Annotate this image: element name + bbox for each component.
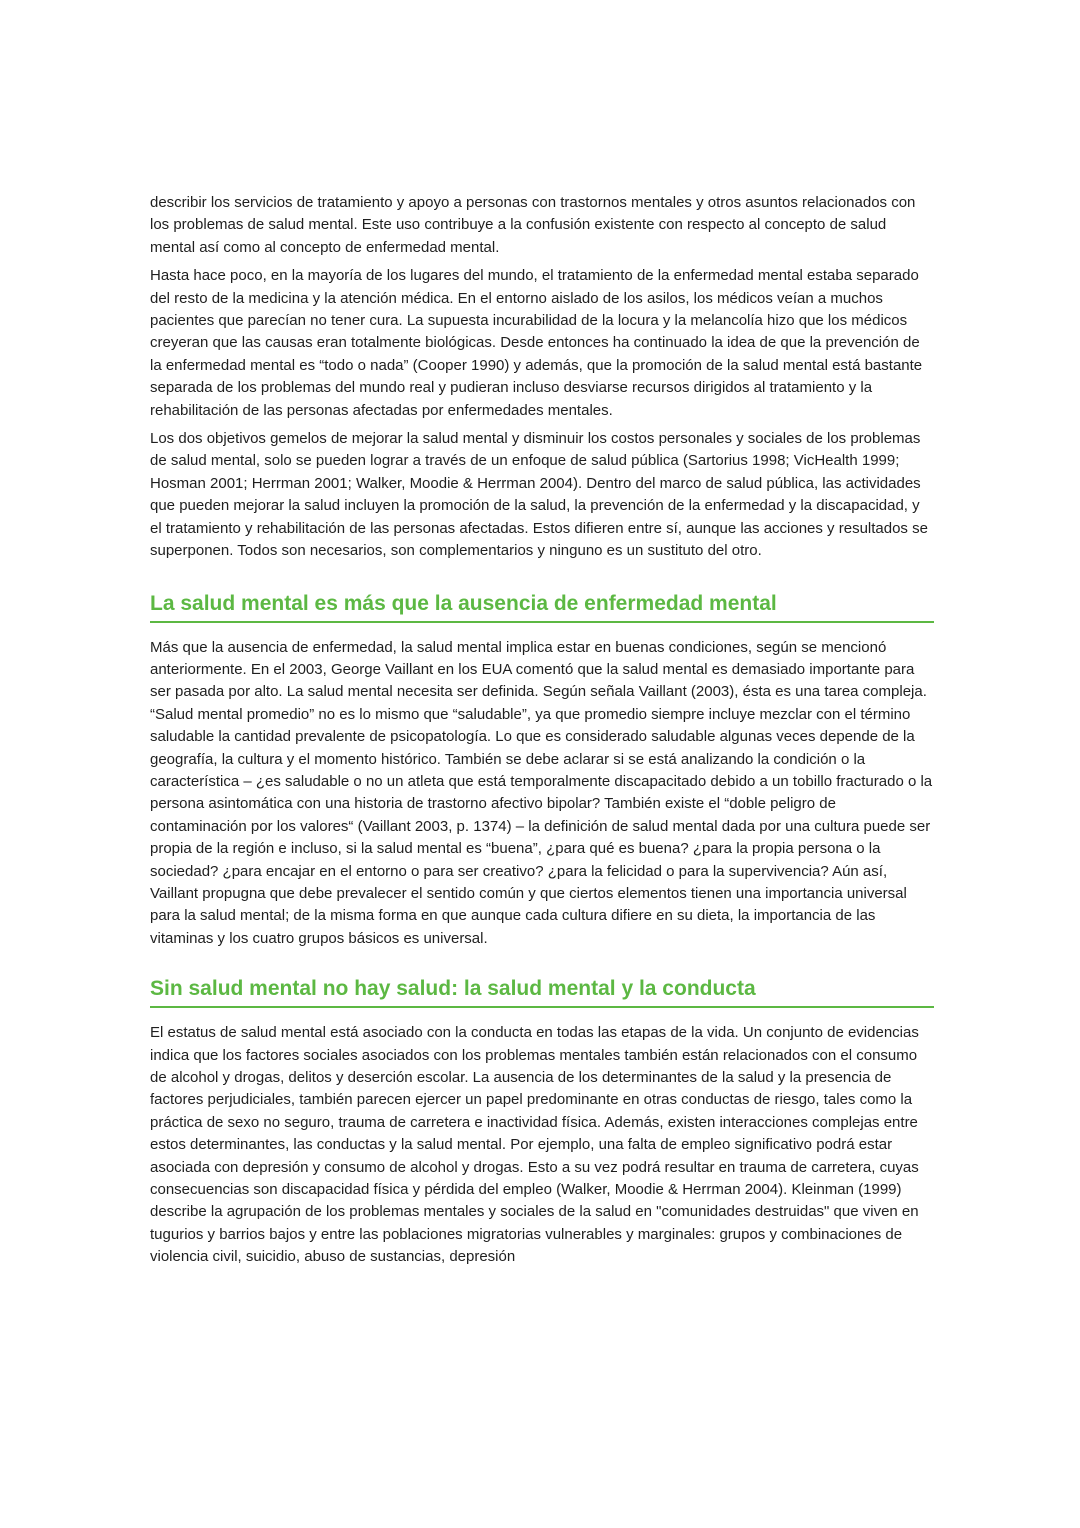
section-heading-mental-health-and-behavior: Sin salud mental no hay salud: la salud mental y la conducta	[150, 974, 934, 1008]
paragraph-intro-3: Los dos objetivos gemelos de mejorar la salud mental y disminuir los costos personales y sociales de los problemas de salud mental, solo se pueden lograr a través de un enfoque de salud pública (Sartorius 1998; VicHealth 1999; Hosman 2001; Herrman 2001; Walker, Moodie & Herrman 2004). Dentro del marco de salud pública, las actividades que pueden mejorar la salud incluyen la promoción de la salud, la prevención de la enfermedad y la discapacidad, y el tratamiento y rehabilitación de las personas afectadas. Estos difieren entre sí, aunque las acciones y resultados se superponen. Todos son necesarios, son complementarios y ninguno es un sustituto del otro.	[150, 430, 928, 560]
document-page	[150, 192, 934, 1275]
section-heading-mental-health-more-than-absence: La salud mental es más que la ausencia de enfermedad mental	[150, 589, 934, 623]
paragraph-intro-1: describir los servicios de tratamiento y apoyo a personas con trastornos mentales y otros asuntos relacionados con los problemas de salud mental. Este uso contribuye a la confusión existente con respecto al concepto de salud mental así como al concepto de enfermedad mental.	[150, 194, 916, 256]
paragraph-section-2: El estatus de salud mental está asociado con la conducta en todas las etapas de la vida. Un conjunto de evidencias indica que los factores sociales asociados con los problemas mentales también están relacionados con el consumo de alcohol y drogas, delitos y deserción escolar. La ausencia de los determinantes de la salud y la presencia de factores perjudiciales, también parecen ejercer un papel predominante en otras conductas de riesgo, tales como la práctica de sexo no seguro, trauma de carretera e inactividad física. Además, existen interacciones complejas entre estos determinantes, las conductas y la salud mental. Por ejemplo, una falta de empleo significativo podrá estar asociada con depresión y consumo de alcohol y drogas. Esto a su vez podrá resultar en trauma de carretera, cuyas consecuencias son discapacidad física y pérdida del empleo (Walker, Moodie & Herrman 2004). Kleinman (1999) describe la agrupación de los problemas mentales y sociales de la salud en "comunidades destruidas" que viven en tugurios y barrios bajos y entre las poblaciones migratorias vulnerables y marginales: grupos y combinaciones de violencia civil, suicidio, abuso de sustancias, depresión	[150, 1024, 919, 1266]
paragraph-section-1: Más que la ausencia de enfermedad, la salud mental implica estar en buenas condiciones, según se mencionó anteriormente. En el 2003, George Vaillant en los EUA comentó que la salud mental es demasiado importante para ser pasada por alto. La salud mental necesita ser definida. Según señala Vaillant (2003), ésta es una tarea compleja. “Salud mental promedio” no es lo mismo que “saludable”, ya que promedio siempre incluye mezclar con el término saludable la cantidad prevalente de psicopatología. Lo que es considerado saludable algunas veces depende de la geografía, la cultura y el momento histórico. También se debe aclarar si se está analizando la condición o la característica – ¿es saludable o no un atleta que está temporalmente discapacitado debido a un tobillo fracturado o la persona asintomática con una historia de trastorno afectivo bipolar? También existe el “doble peligro de contaminación por los valores“ (Vaillant 2003, p. 1374) – la definición de salud mental dada por una cultura puede ser propia de la región e incluso, si la salud mental es “buena”, ¿para qué es buena? ¿para la propia persona o la sociedad? ¿para encajar en el entorno o para ser creativo? ¿para la felicidad o para la supervivencia? Aún así, Vaillant propugna que debe prevalecer el sentido común y que ciertos elementos tienen una importancia universal para la salud mental; de la misma forma en que aunque cada cultura difiere en su dieta, la importancia de las vitaminas y los cuatro grupos básicos es universal.	[150, 638, 933, 947]
paragraph-intro-2: Hasta hace poco, en la mayoría de los lugares del mundo, el tratamiento de la enfermedad mental estaba separado del resto de la medicina y la atención médica. En el entorno aislado de los asilos, los médicos veían a muchos pacientes que parecían no tener cura. La supuesta incurabilidad de la locura y la melancolía hizo que los médicos creyeran que las causas eran totalmente biológicas. Desde entonces ha continuado la idea de que la prevención de la enfermedad mental es “todo o nada” (Cooper 1990) y además, que la promoción de la salud mental está bastante separada de los problemas del mundo real y pudieran incluso desviarse recursos dirigidos al tratamiento y la rehabilitación de las personas afectadas por enfermedades mentales.	[150, 267, 923, 419]
